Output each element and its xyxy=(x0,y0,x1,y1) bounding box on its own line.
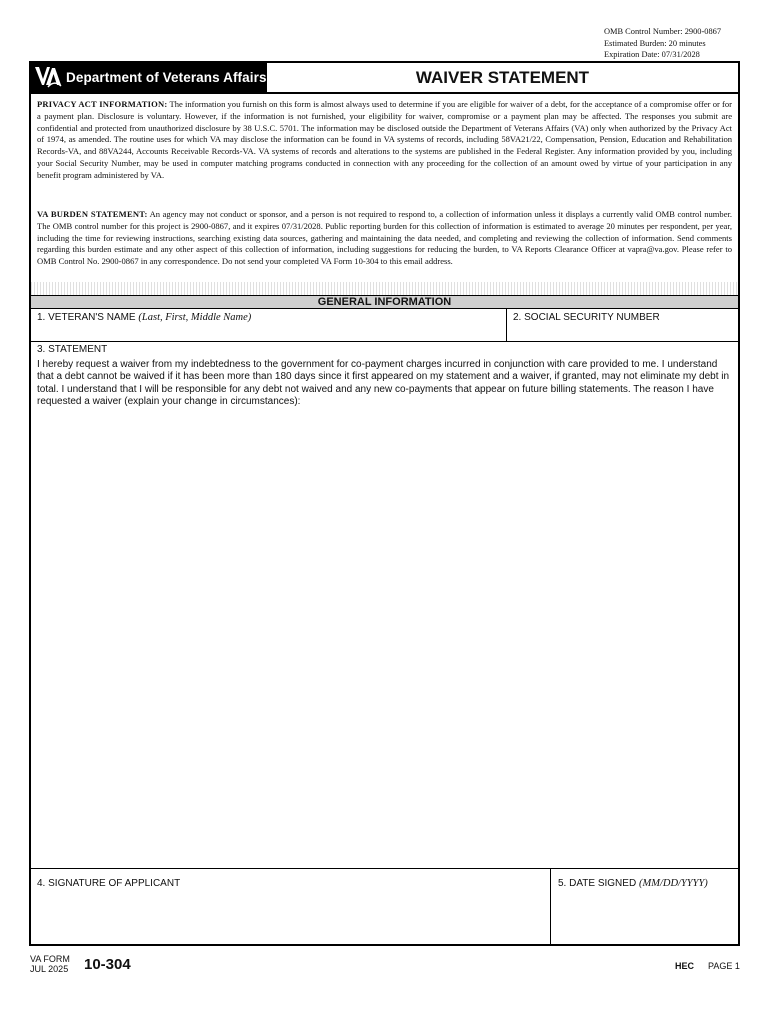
veteran-name-field[interactable] xyxy=(37,326,497,340)
row-divider xyxy=(31,341,738,342)
omb-info xyxy=(604,26,721,61)
burden-statement-body: An agency may not conduct or sponsor, and a person is not required to respond to, a collection of information unless it displays a currently valid OMB control number. The OMB control number for this project is 2900-0867, and it expires 07/31/2028. Public reporting burden for this collection of information is estimated to average 20 minutes per respondent, per year, including the time for reviewing instructions, searching existing data sources, gathering and maintaining the data needed, and completing and reviewing the collection of information. Send comments regarding this burden estimate and any other aspect of this collection of information, including suggestions for reducing the burden, to VA Reports Clearance Officer at vapra@va.gov. Please refer to OMB Control No. 2900-0867 in any correspondence. Do not send your completed VA Form 10-304 to this email address. xyxy=(37,209,732,267)
footer-form-label: VA FORM xyxy=(30,954,70,964)
signature-label: 4. SIGNATURE OF APPLICANT xyxy=(37,878,181,889)
va-logo-icon xyxy=(34,65,62,94)
department-name: Department of Veterans Affairs xyxy=(66,70,267,85)
omb-estimated-burden: Estimated Burden: 20 minutes xyxy=(604,38,706,48)
privacy-act-body: The information you furnish on this form is almost always used to determine if you are eligible for waiver of a debt, for the acceptance of a compromise offer or for a payment plan. Disclosure is voluntary. However, if the information is not furnished, your eligibility for waiver, compromise or a payment plan may be affected. The responses you submit are confidential and protected from unauthorized disclosure by 38 U.S.C. 5701. The information may be disclosed outside the Department of Veterans Affairs (VA) only when authorized by the Privacy Act of 1974, as amended. The routine uses for which VA may disclose the information can be found in VA systems of records, including 58VA21/22, Compensation, Pension, Education and Rehabilitation Records-VA, and 88VA244, Accounts Receivable Records-VA. VA systems of records and alterations to the systems are published in the Federal Register. Any information provided by you, including your Social Security Number, may be used in computer matching programs conducted in connection with any proceeding for the collection of an amount owed by virtue of your participation in any benefit program administered by VA. xyxy=(37,99,733,180)
date-signed-field[interactable] xyxy=(558,895,733,940)
ssn-field[interactable] xyxy=(513,326,733,340)
date-signed-label xyxy=(558,878,708,889)
form-title: WAIVER STATEMENT xyxy=(415,68,590,87)
date-signed-label-text: 5. DATE SIGNED xyxy=(558,878,637,889)
ssn-label: 2. SOCIAL SECURITY NUMBER xyxy=(513,312,660,323)
statement-text: I hereby request a waiver from my indebtedness to the government for co-payment charges incurred in conjunction with care provided to me. I understand that a debt cannot be waived if it has been more than 180 days since it first appeared on my statement and a waiver, if granted, may not eliminate my debt in total. I understand that I will be responsible for any debt not waived and any new co-payments that appear on future billing statements. The reason I have requested a waiver (explain your change in circumstances): xyxy=(37,359,730,408)
statement-label: 3. STATEMENT xyxy=(37,344,108,355)
omb-expiration-date: Expiration Date: 07/31/2028 xyxy=(604,50,700,59)
burden-statement-section xyxy=(37,209,732,268)
footer-form-number: 10-304 xyxy=(84,956,131,973)
footer-form-info xyxy=(30,954,70,974)
footer-page-number: PAGE 1 xyxy=(708,961,740,971)
date-signed-hint: (MM/DD/YYYY) xyxy=(638,878,708,889)
footer-office: HEC xyxy=(675,961,695,971)
signature-date-divider xyxy=(550,868,551,944)
privacy-act-heading: PRIVACY ACT INFORMATION: xyxy=(37,99,168,109)
veteran-name-label xyxy=(37,312,251,323)
header-divider xyxy=(31,92,738,94)
name-ssn-divider xyxy=(506,309,507,342)
footer-form-date: JUL 2025 xyxy=(30,964,69,974)
veteran-name-label-text: 1. VETERAN'S NAME xyxy=(37,312,136,323)
shaded-divider xyxy=(31,282,738,295)
row-divider xyxy=(31,868,738,869)
signature-field[interactable] xyxy=(37,895,542,940)
veteran-name-hint: (Last, First, Middle Name) xyxy=(138,312,252,323)
omb-control-number: OMB Control Number: 2900-0867 xyxy=(604,27,722,36)
privacy-act-section xyxy=(37,99,732,182)
general-information-heading: GENERAL INFORMATION xyxy=(31,295,738,309)
burden-statement-heading: VA BURDEN STATEMENT: xyxy=(37,209,148,219)
statement-field[interactable] xyxy=(37,415,732,865)
